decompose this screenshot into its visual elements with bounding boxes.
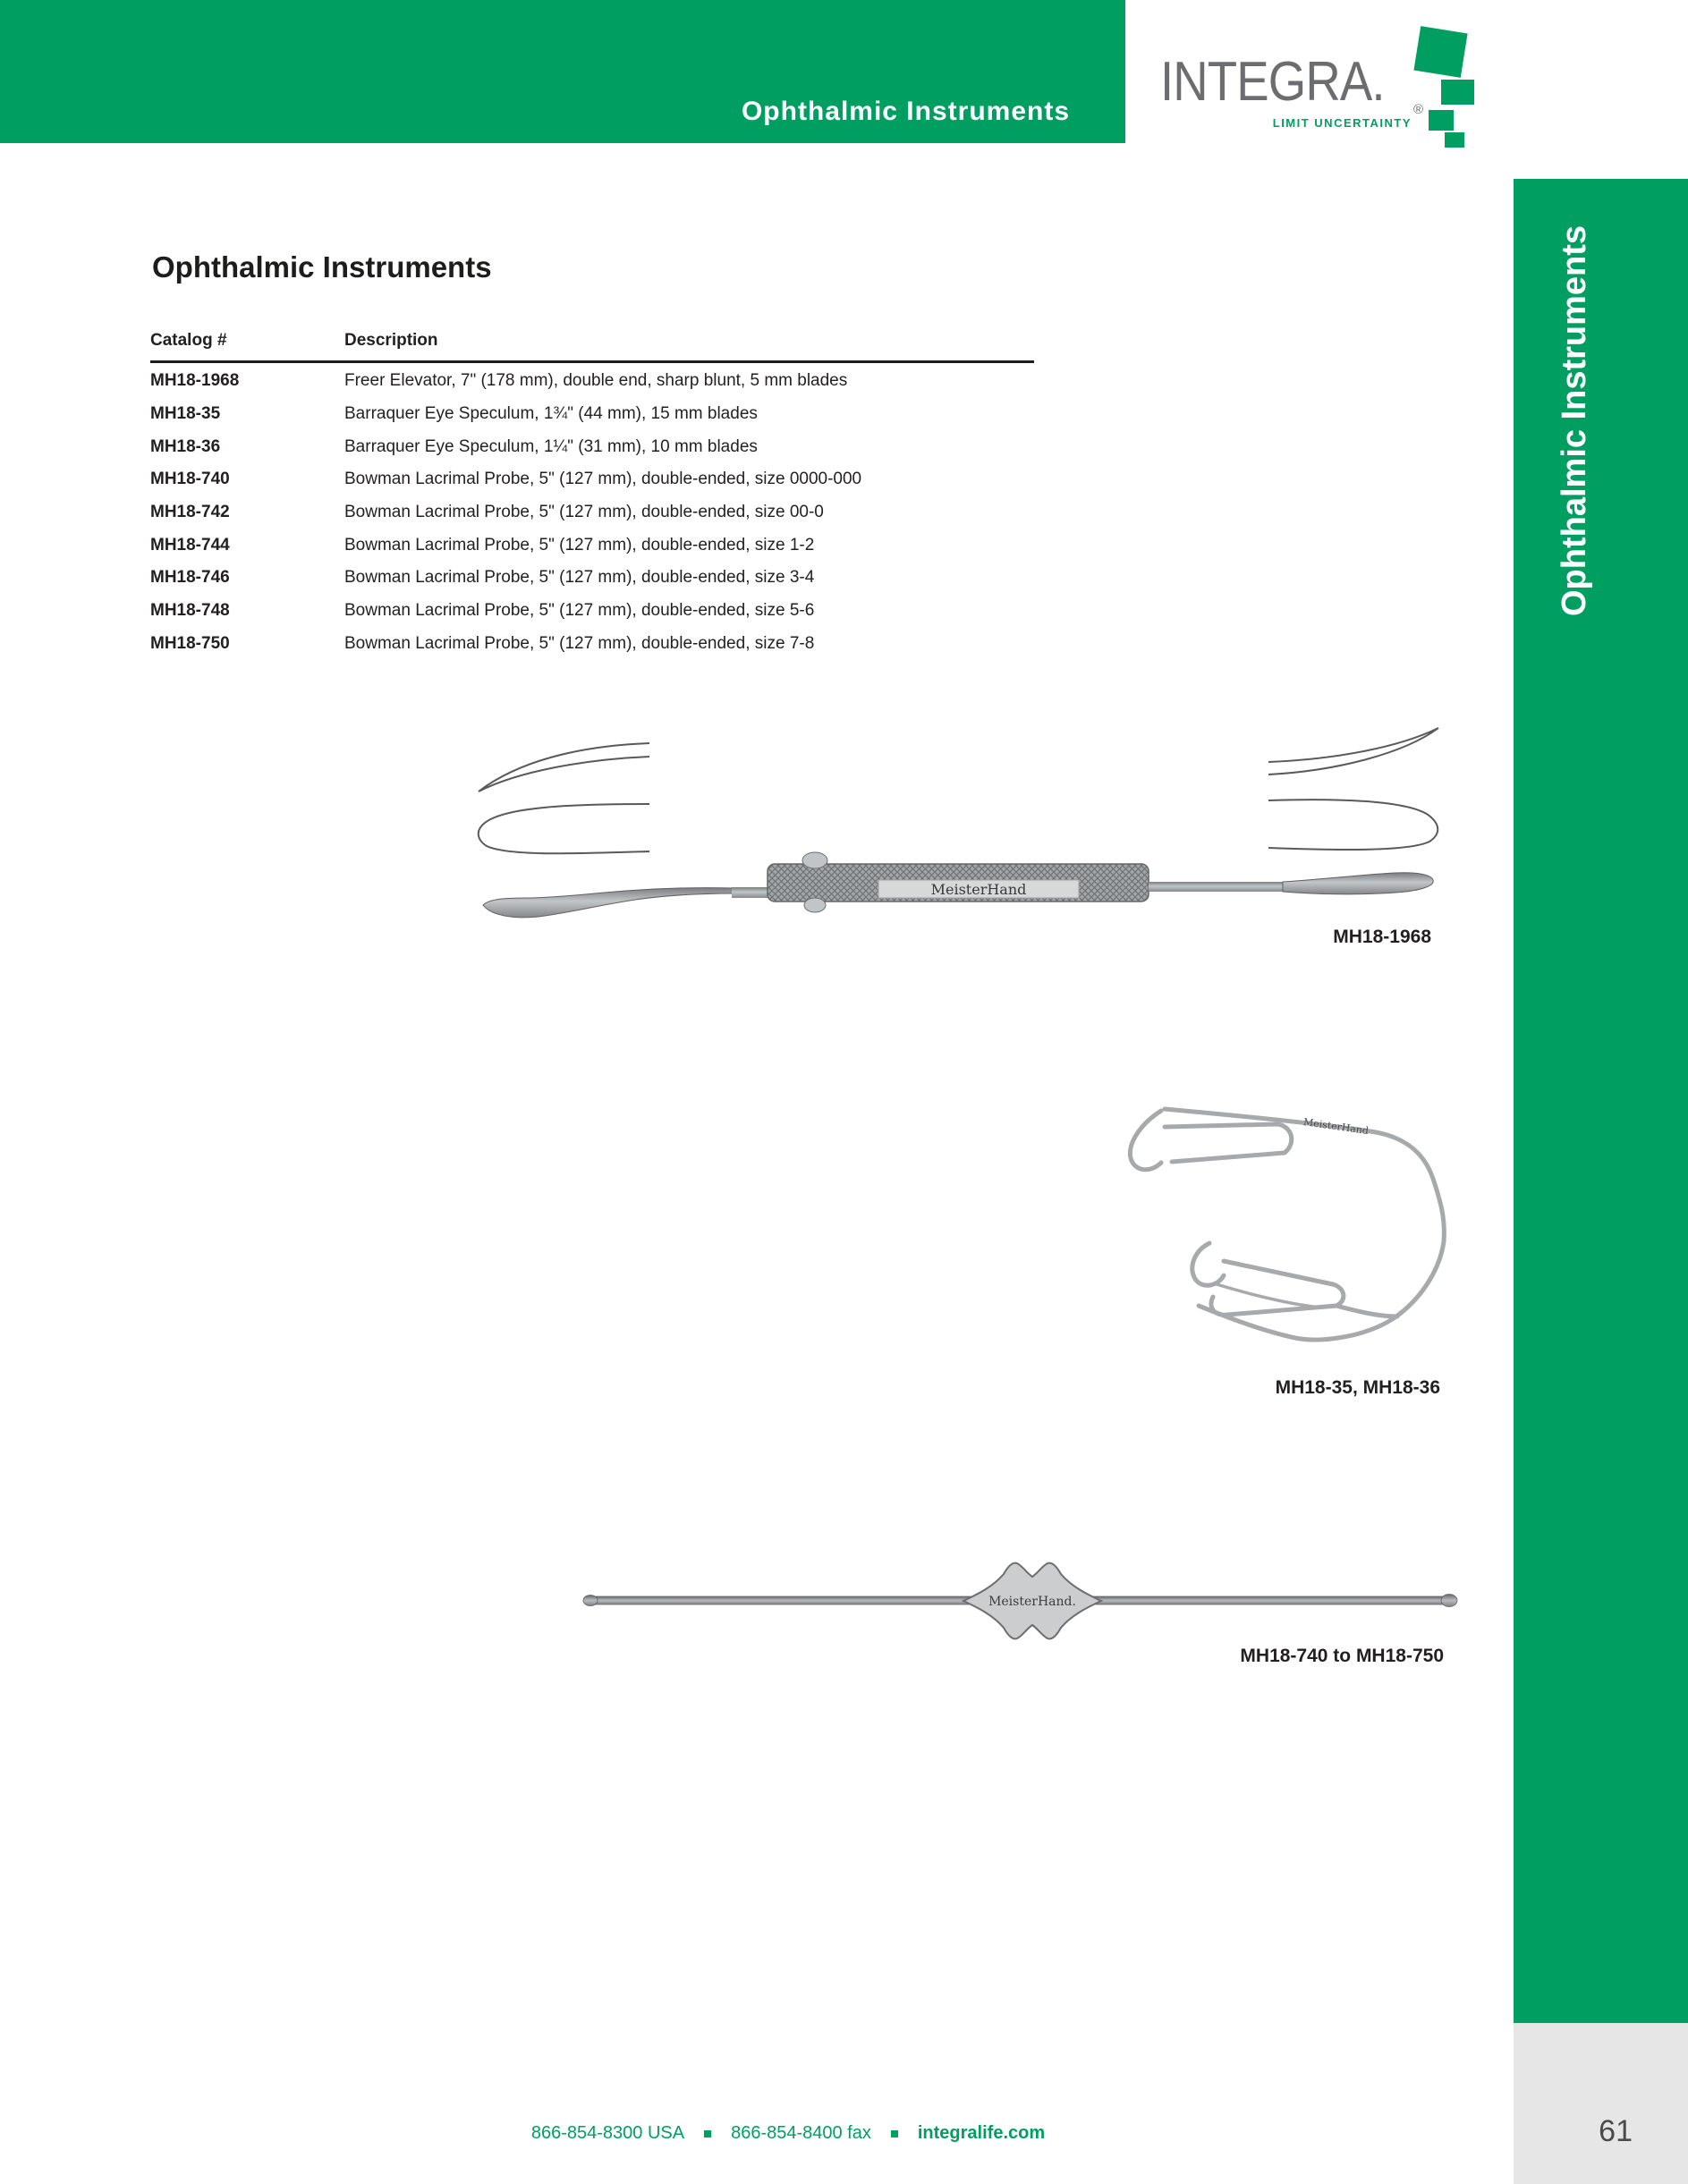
speculum-top-blade: [1165, 1124, 1292, 1162]
item-description: Freer Elevator, 7" (178 mm), double end, sharp blunt, 5 mm blades: [344, 371, 848, 391]
item-description: Bowman Lacrimal Probe, 5" (127 mm), double-ended, size 7-8: [344, 633, 815, 653]
footer-separator-square-icon: [891, 2130, 898, 2137]
logo-tagline: LIMIT UNCERTAINTY: [1272, 116, 1412, 130]
footer: [63, 2123, 1514, 2144]
integra-logo: [1154, 25, 1494, 159]
footer-phone: 866-854-8300 USA: [530, 2123, 685, 2143]
table-row: [150, 398, 1098, 431]
figure-caption: MH18-35, MH18-36: [1275, 1377, 1440, 1398]
elevator-right-blade: [1283, 873, 1433, 894]
brand-label: MeisterHand: [930, 881, 1027, 898]
logo-wordmark: INTEGRA.: [1160, 51, 1385, 113]
page-title: Ophthalmic Instruments: [152, 250, 492, 284]
logo-square-icon: [1441, 80, 1474, 105]
catalog-number: MH18-744: [150, 535, 230, 554]
brand-label: MeisterHand.: [988, 1595, 1076, 1609]
table-header-rule: [150, 360, 1034, 363]
catalog-number: MH18-742: [150, 503, 230, 522]
blade-profile-line-art: [1268, 728, 1438, 775]
logo-square-icon: [1445, 132, 1464, 148]
table-row: [150, 595, 1098, 628]
catalog-number: MH18-746: [150, 568, 230, 588]
handle-knob: [804, 898, 826, 912]
section-sidebar-tab: [1514, 179, 1688, 2023]
column-header-catalog: Catalog #: [150, 331, 227, 350]
speculum-bottom-hinge-loop: [1192, 1243, 1224, 1285]
item-description: Bowman Lacrimal Probe, 5" (127 mm), double-ended, size 00-0: [344, 503, 824, 522]
figure-caption: MH18-1968: [1333, 927, 1431, 947]
registered-trademark-icon: ®: [1413, 102, 1424, 117]
item-description: Bowman Lacrimal Probe, 5" (127 mm), double-ended, size 0000-000: [344, 470, 862, 489]
table-row: [150, 365, 1098, 398]
item-description: Bowman Lacrimal Probe, 5" (127 mm), double-ended, size 5-6: [344, 601, 815, 621]
table-row: [150, 628, 1098, 661]
page-number-block: [1514, 2023, 1688, 2184]
brand-label: MeisterHand: [1302, 1115, 1370, 1138]
sidebar-section-label: Ophthalmic Instruments: [1556, 224, 1593, 616]
item-description: Bowman Lacrimal Probe, 5" (127 mm), double-ended, size 3-4: [344, 568, 815, 588]
catalog-number: MH18-750: [150, 633, 230, 653]
table-row: [150, 430, 1098, 463]
speculum-top-hinge-loop: [1130, 1111, 1161, 1170]
probe-tip: [1441, 1595, 1457, 1607]
table-row: [150, 496, 1098, 529]
blade-outline-line-art: [1268, 800, 1438, 850]
item-description: Bowman Lacrimal Probe, 5" (127 mm), double-ended, size 1-2: [344, 535, 815, 554]
elevator-shaft: [732, 887, 769, 898]
handle-knob: [802, 852, 827, 868]
item-description: Barraquer Eye Speculum, 1¾" (44 mm), 15 mm blades: [344, 404, 758, 424]
figure-caption: MH18-740 to MH18-750: [1240, 1646, 1444, 1666]
speculum-bottom-wire: [1336, 1306, 1397, 1316]
freer-elevator-figure: [465, 715, 1449, 957]
catalog-number: MH18-1968: [150, 371, 240, 391]
probe-tip: [583, 1596, 598, 1606]
elevator-left-blade: [483, 888, 734, 918]
catalog-number: MH18-740: [150, 470, 230, 489]
catalog-number: MH18-748: [150, 601, 230, 621]
catalog-number: MH18-36: [150, 436, 221, 456]
table-row: [150, 529, 1098, 562]
footer-website-link[interactable]: integralife.com: [917, 2123, 1046, 2143]
catalog-number: MH18-35: [150, 404, 221, 424]
speculum-inner-wire: [1217, 1284, 1320, 1308]
catalog-table-body: [150, 365, 1098, 660]
footer-separator-square-icon: [704, 2130, 711, 2137]
logo-square-icon: [1429, 110, 1454, 131]
page-number: 61: [1599, 2114, 1633, 2148]
blade-profile-line-art: [479, 743, 649, 791]
blade-outline-line-art: [479, 804, 649, 853]
logo-square-icon: [1413, 26, 1467, 78]
elevator-shaft: [1149, 882, 1283, 892]
table-row: [150, 463, 1098, 496]
header-title: Ophthalmic Instruments: [741, 97, 1070, 126]
eye-speculum-figure: [1109, 1073, 1467, 1359]
catalog-table-header: [150, 331, 1036, 351]
footer-fax: 866-854-8400 fax: [731, 2123, 871, 2143]
column-header-description: Description: [344, 331, 438, 350]
item-description: Barraquer Eye Speculum, 1¼" (31 mm), 10 mm blades: [344, 436, 758, 456]
header-bar: [0, 0, 1125, 143]
table-row: [150, 562, 1098, 595]
